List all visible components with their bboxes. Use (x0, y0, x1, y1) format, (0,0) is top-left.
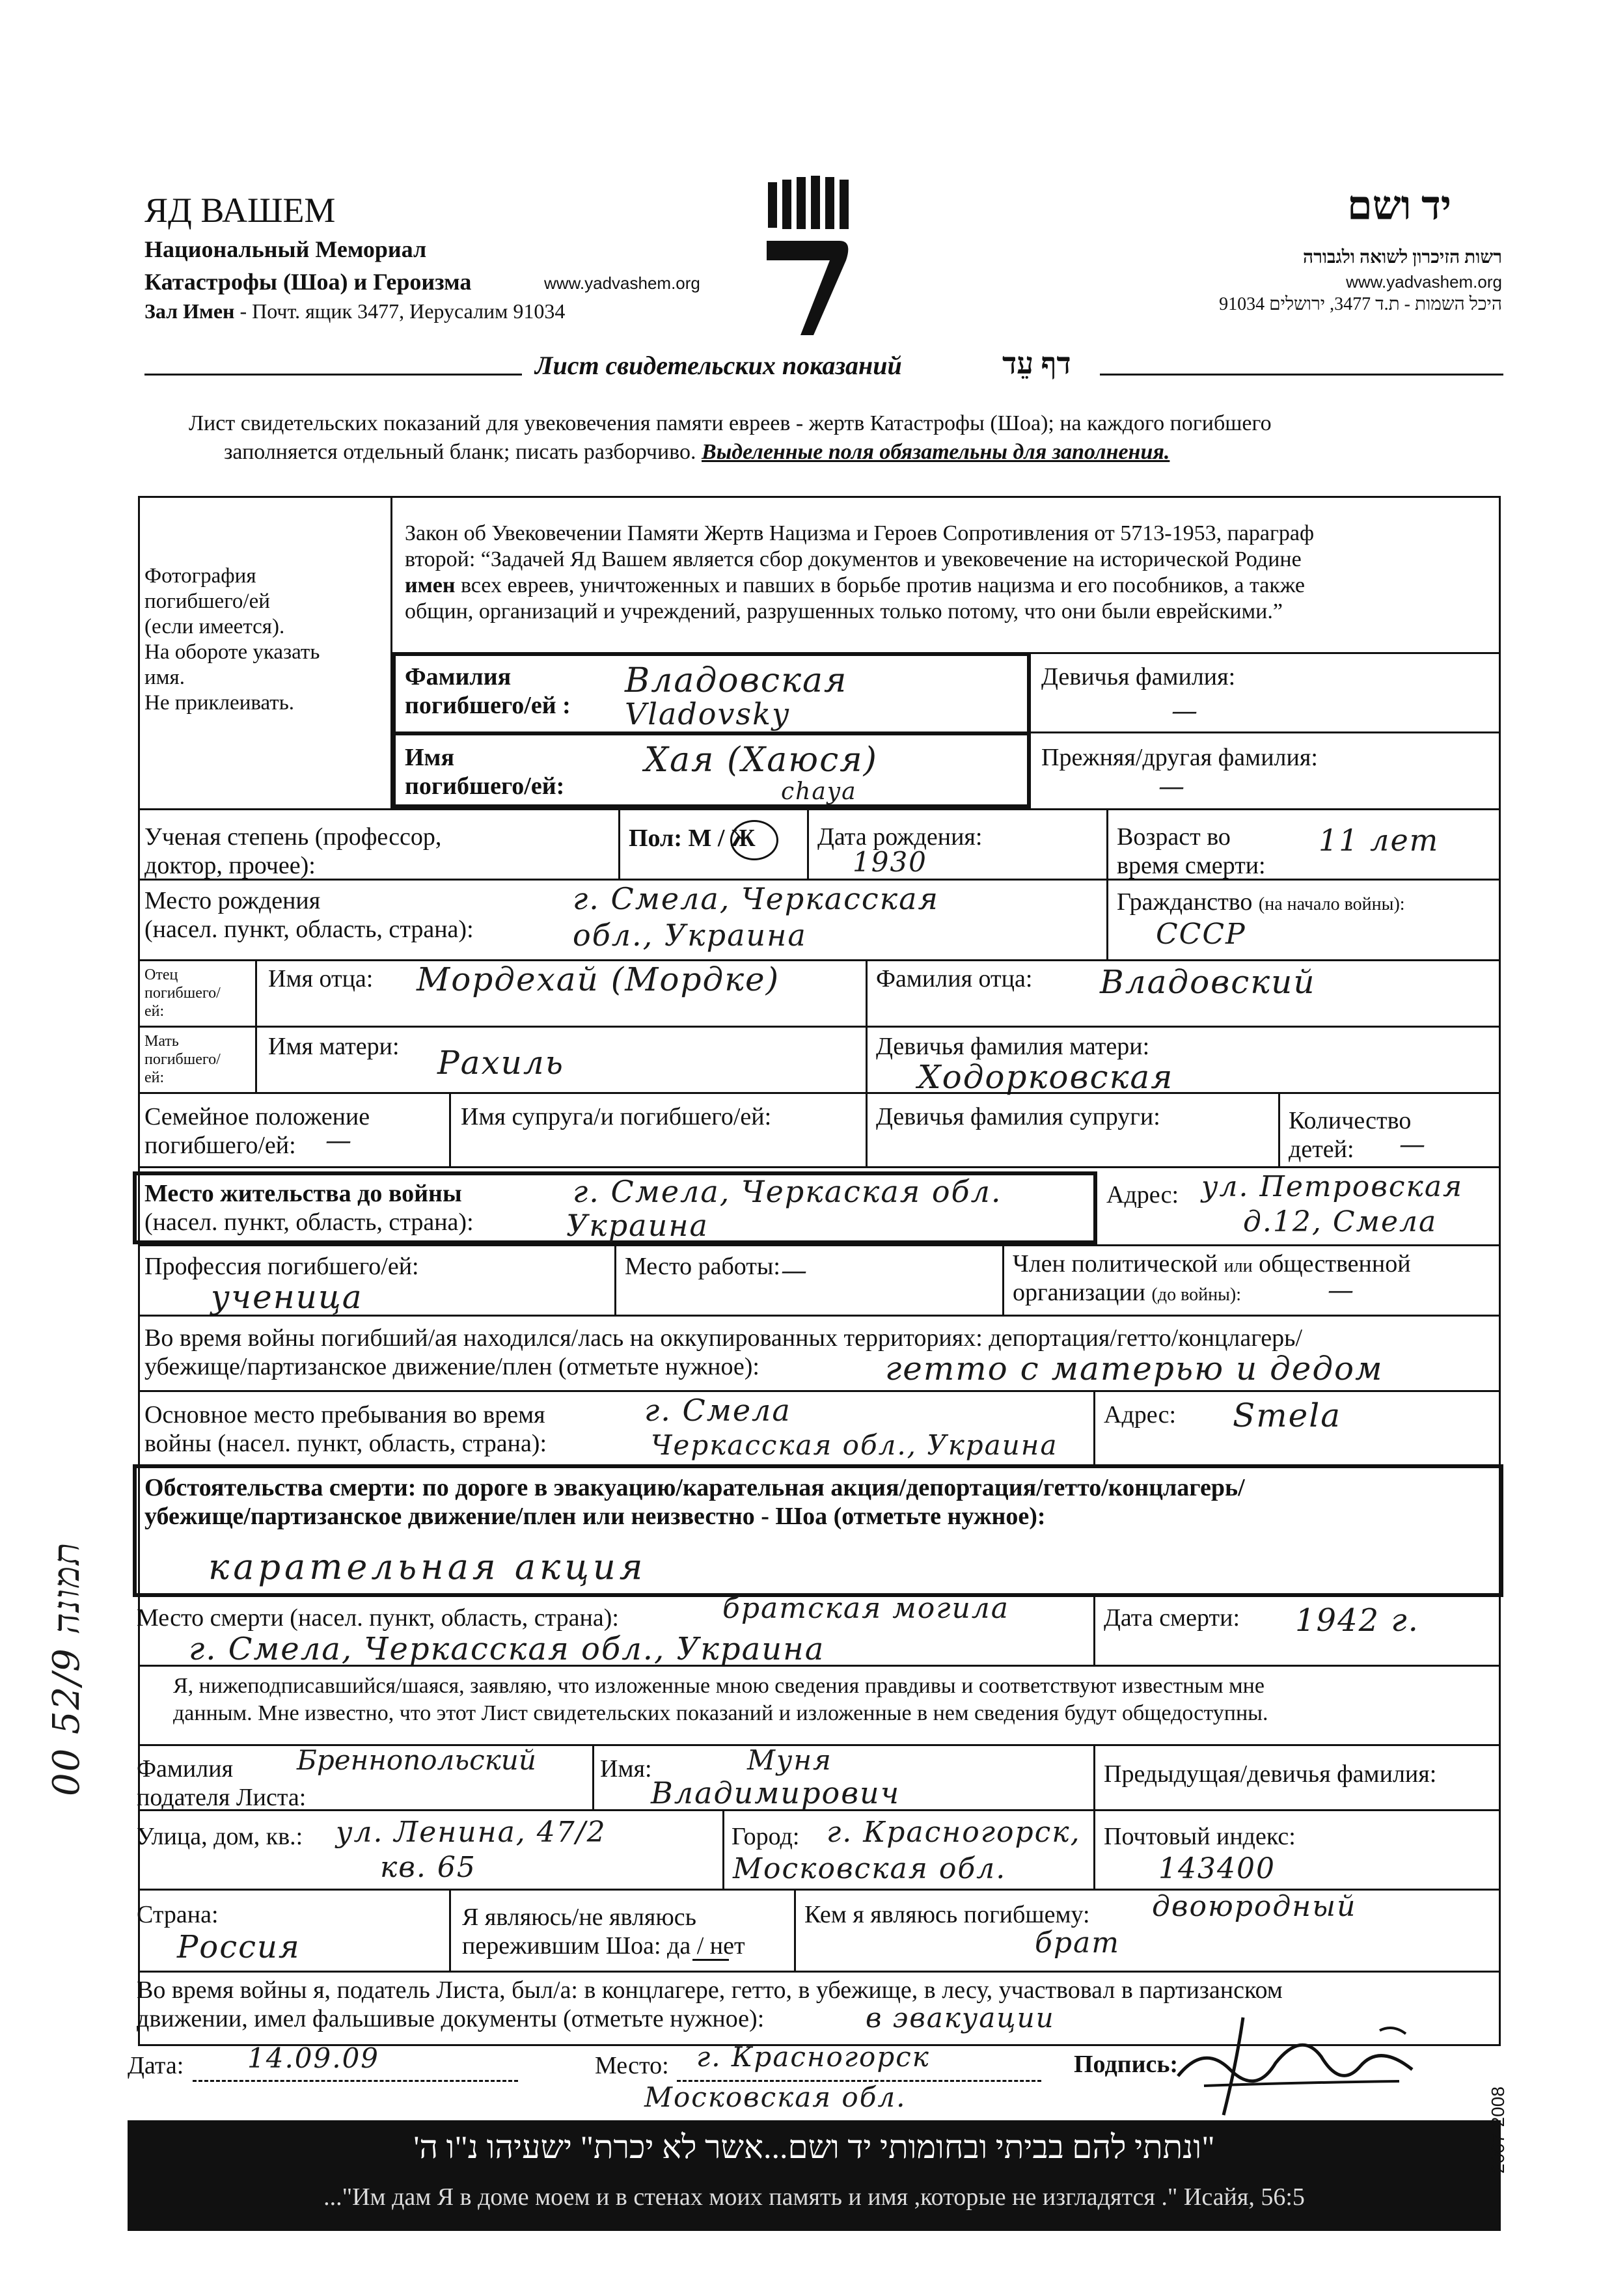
birthplace-divider (1106, 879, 1108, 959)
workplace-label: Место работы: (625, 1253, 780, 1280)
row-war-top (138, 1315, 1501, 1317)
city-value1: г. Красногорск, (827, 1816, 1081, 1849)
city-value2: Московская обл. (733, 1852, 1007, 1885)
postal-label: Почтовый индекс: (1104, 1823, 1296, 1850)
circ-value: карательная акция (208, 1546, 647, 1587)
war-line1: Во время войны погибший/ая находился/лась на оккупированных территориях: депортация/гетто/концлагерь/ (144, 1324, 1303, 1352)
footer-hebrew-quote: "ונתתי להם בביתי ובחומותי יד ושם...אשר לא יכרת" ישעיהו נ"ו ה' (413, 2129, 1215, 2165)
name-value-latin: chaya (781, 778, 857, 805)
birthplace-label: Место рождения (насел. пункт, область, страна): (144, 887, 474, 943)
org-line1: Национальный Мемориал (144, 236, 427, 262)
row-birthplace-top (138, 879, 1501, 881)
member-value: — (1328, 1276, 1355, 1305)
member-label: Член политической или общественной организации (до войны): (1013, 1250, 1411, 1306)
deathdate-value: 1942 г. (1295, 1602, 1419, 1639)
sub-name-divider (1093, 1744, 1095, 1809)
mother-divider (866, 1026, 868, 1092)
date-label: Дата: (128, 2052, 184, 2079)
survivor-underline (692, 1959, 729, 1961)
intro-line1: Лист свидетельских показаний для увековечения памяти евреев - жертв Катастрофы (Шоа); на каждого погибшего (189, 411, 1272, 435)
hebrew-address: היכל השמות - ת.ד 3477, ירושלים 91034 (1219, 294, 1502, 314)
org-title: ЯД ВАШЕМ (144, 191, 336, 230)
deathplace-value2: г. Смела, Черкасская обл., Украина (189, 1631, 825, 1667)
row-mother-top (138, 1026, 1501, 1028)
residence-value2: Украина (566, 1208, 709, 1243)
row-marital-top (138, 1092, 1501, 1094)
street-value2: кв. 65 (380, 1851, 476, 1884)
sub-name-label: Имя: (600, 1755, 652, 1783)
children-label: Количество детей: (1289, 1107, 1412, 1163)
age-value: 11 лет (1319, 823, 1440, 858)
spouse-label: Имя супруга/и погибшего/ей: (461, 1103, 772, 1130)
circ-line2: убежище/партизанское движение/плен или неизвестно - Шоа (отметьте нужное): (144, 1503, 1046, 1530)
mother-name-value: Рахиль (437, 1044, 564, 1082)
address-value2: д.12, Смела (1243, 1205, 1438, 1238)
year-range: 2007-2008 (1488, 2086, 1508, 2174)
sub-prev-label: Предыдущая/девичья фамилия: (1104, 1760, 1437, 1788)
member-note: (до войны): (1151, 1285, 1241, 1305)
marital-value: — (325, 1126, 353, 1156)
degree-sex-divider (618, 808, 620, 879)
warplace-value1: г. Смела (644, 1393, 791, 1428)
father-name-value: Мордехай (Мордке) (417, 961, 780, 998)
law-rule (1031, 652, 1501, 654)
spouse-maiden-label: Девичья фамилия супруги: (876, 1103, 1160, 1130)
row-warplace-top (138, 1390, 1501, 1392)
sub-name-value1: Муня (747, 1744, 832, 1776)
footer-russian-quote: ..."Им дам Я в доме моем и в стенах моих память и имя ,которые не изгладятся ." Исайя, 56:5 (323, 2183, 1305, 2211)
birth-label: Дата рождения: (817, 823, 983, 851)
age-label: Возраст во время смерти: (1117, 823, 1266, 879)
city-label: Город: (732, 1823, 800, 1850)
degree-label: Ученая степень (профессор, доктор, прочее): (144, 823, 442, 879)
row-declaration-top (138, 1665, 1501, 1667)
country-divider (449, 1889, 451, 1971)
deathdate-label: Дата смерти: (1104, 1604, 1240, 1632)
father-side-label: Отец погибшего/ ей: (144, 966, 221, 1020)
org-website: www.yadvashem.org (544, 273, 700, 293)
deathplace-value1: братская могила (722, 1592, 1010, 1625)
hall-address (144, 299, 565, 323)
other-surname-value: — (1158, 772, 1186, 802)
workplace-divider (1002, 1244, 1004, 1315)
sub-surname-label: Фамилия подателя Листа: (137, 1755, 307, 1811)
war-value: гетто с матерью и дедом (885, 1350, 1384, 1387)
surname-label: Фамилия погибшего/ей : (405, 663, 571, 719)
residence-label: Место жительства до войны (насел. пункт, область, страна): (144, 1180, 474, 1236)
mother-maiden-value: Ходорковская (918, 1058, 1174, 1096)
sex-circle (730, 820, 778, 860)
warplace-address-value: Smela (1233, 1397, 1342, 1434)
title-rule-left (144, 374, 522, 376)
name-value: Хая (Хаюся) (644, 741, 878, 780)
sub-name-value2: Владимирович (651, 1775, 901, 1811)
declaration-line1: Я, нижеподписавшийся/шаяся, заявляю, что изложенные мною сведения правдивы и соответствуют известным мне (173, 1674, 1265, 1698)
address-value1: ул. Петровская (1201, 1170, 1464, 1203)
maiden-rule (1031, 731, 1501, 733)
father-surname-label: Фамилия отца: (876, 965, 1033, 992)
street-label: Улица, дом, кв.: (137, 1823, 303, 1850)
marital-divider (449, 1092, 451, 1166)
member-or: или (1224, 1256, 1253, 1276)
city-divider (1093, 1809, 1095, 1889)
hebrew-title: יד ושם (1347, 184, 1452, 228)
date-underline (193, 2080, 518, 2082)
row-residence-top (138, 1166, 1501, 1168)
birthplace-value2: обл., Украина (573, 918, 807, 953)
relation-label: Кем я являюсь погибшему: (804, 1901, 1090, 1928)
birthplace-value1: г. Смела, Черкасская (573, 881, 940, 916)
country-value: Россия (177, 1929, 301, 1965)
surname-name-rule (392, 731, 1031, 735)
title-rule-right (1100, 374, 1503, 376)
photo-note: Фотография погибшего/ей (если имеется). На обороте указать имя. Не приклеивать. (144, 564, 320, 715)
survivor-label: Я являюсь/не являюсь пережившим Шоа: да / нет (462, 1904, 745, 1960)
children-divider (1278, 1092, 1280, 1166)
wartime-line1: Во время войны я, податель Листа, был/а: в концлагере, гетто, в убежище, в лесу, участвовал в партизанском (137, 1976, 1283, 2004)
other-surname-label: Прежняя/другая фамилия: (1041, 744, 1318, 771)
hebrew-website: www.yadvashem.org (1346, 272, 1502, 292)
birth-value: 1930 (853, 846, 927, 878)
intro-emph: Выделенные поля обязательны для заполнения. (702, 440, 1170, 464)
wartime-line2: движении, имел фальшивые документы (отметьте нужное): (137, 2005, 765, 2032)
address-label: Адрес: (1106, 1181, 1179, 1209)
law-text: Закон об Увековечении Памяти Жертв Нацизма и Героев Сопротивления от 5713-1953, параграф второй: “Задачей Яд Вашем является сбор документов и увековечение на исторической Родине имен всех евреев, уничтоженных и павших в борьбе против нацизма и его пособников, а также общин, организаций и учреждений, разрушенных только потому, что они были еврейскими.” (405, 521, 1315, 623)
maiden-value: — (1171, 696, 1199, 726)
relation-value1: двоюродный (1152, 1890, 1357, 1923)
residence-value1: г. Смела, Черкаская обл. (573, 1174, 1002, 1209)
row-profession-top (138, 1244, 1501, 1246)
mother-name-label: Имя матери: (268, 1033, 400, 1060)
birth-age-divider (1106, 808, 1108, 879)
street-divider (722, 1809, 724, 1889)
intro-line2 (224, 440, 1169, 465)
father-surname-value: Владовский (1100, 963, 1316, 1001)
country-label: Страна: (137, 1901, 219, 1928)
citizenship-value: СССР (1156, 918, 1246, 951)
profession-value: ученица (211, 1278, 363, 1316)
warplace-address-label: Адрес: (1104, 1401, 1177, 1428)
org-line2: Катастрофы (Шоа) и Героизма (144, 269, 472, 295)
signature-label: Подпись: (1074, 2051, 1179, 2078)
warplace-value2: Черкасская обл., Украина (651, 1429, 1058, 1461)
profession-label: Профессия погибшего/ей: (144, 1253, 419, 1280)
mother-side-label: Мать погибшего/ ей: (144, 1033, 221, 1086)
yad-vashem-logo (761, 176, 859, 338)
place-label: Место: (595, 2052, 669, 2079)
row-degree-top (138, 808, 1501, 810)
war-line2: убежище/партизанское движение/плен (отметьте нужное): (144, 1353, 759, 1380)
warplace-divider (1093, 1390, 1095, 1466)
profession-divider (614, 1244, 616, 1315)
place-value1: г. Красногорск (696, 2041, 930, 2073)
survivor-divider (794, 1889, 796, 1971)
hall-bold: Зал Имен (144, 299, 235, 323)
spouse-divider (866, 1092, 868, 1166)
sheet-title-hebrew: דף עֵד (1002, 347, 1071, 380)
hebrew-line1: רשות הזיכרון לשואה ולגבורה (1302, 247, 1502, 267)
citizenship-label: Гражданство (на начало войны): (1117, 888, 1405, 916)
row-father-top (138, 959, 1501, 961)
signature-scribble (1165, 2004, 1425, 2122)
declaration-line2: данным. Мне известно, что этот Лист свидетельских показаний и изложенные в нем сведения будут общедоступны. (173, 1701, 1268, 1725)
maiden-label: Девичья фамилия: (1041, 663, 1236, 690)
date-value: 14.09.09 (247, 2042, 380, 2074)
marital-label: Семейное положение погибшего/ей: (144, 1103, 370, 1159)
warplace-label: Основное место пребывания во время войны (насел. пункт, область, страна): (144, 1401, 547, 1457)
wartime-value: в эвакуации (866, 2002, 1055, 2034)
children-value: — (1399, 1130, 1427, 1160)
father-name-label: Имя отца: (268, 965, 374, 992)
sheet-title: Лист свидетельских показаний (535, 351, 902, 380)
street-value1: ул. Ленина, 47/2 (336, 1816, 607, 1849)
sex-label: Пол: М / Ж (629, 825, 756, 852)
hall-addr: - Почт. ящик 3477, Иерусалим 91034 (234, 299, 566, 323)
row-wartime-top (138, 1971, 1501, 1973)
sub-surname-value: Бреннопольский (297, 1744, 536, 1776)
relation-value2: брат (1035, 1926, 1120, 1960)
sub-surname-divider (592, 1744, 594, 1809)
citizenship-note: (на начало войны): (1258, 894, 1405, 914)
surname-value-latin: Vladovsky (625, 696, 790, 731)
place-value2: Московская обл. (644, 2081, 907, 2113)
surname-value: Владовская (625, 661, 848, 700)
row-street-top (138, 1809, 1501, 1811)
workplace-value: — (781, 1256, 808, 1286)
postal-value: 143400 (1158, 1852, 1276, 1885)
father-divider (866, 959, 868, 1026)
mother-maiden-label: Девичья фамилия матери: (876, 1033, 1150, 1060)
intro-line2-text: заполняется отдельный бланк; писать разборчиво. (224, 440, 702, 464)
deathplace-label: Место смерти (насел. пункт, область, страна): (137, 1604, 619, 1632)
circ-line1: Обстоятельства смерти: по дороге в эвакуацию/карательная акция/депортация/гетто/концлагерь/ (144, 1474, 1245, 1501)
name-label: Имя погибшего/ей: (405, 744, 565, 800)
sex-birth-divider (807, 808, 809, 879)
deathplace-divider (1093, 1597, 1095, 1665)
margin-note: 00 52/9 תמונה (46, 1541, 88, 1796)
